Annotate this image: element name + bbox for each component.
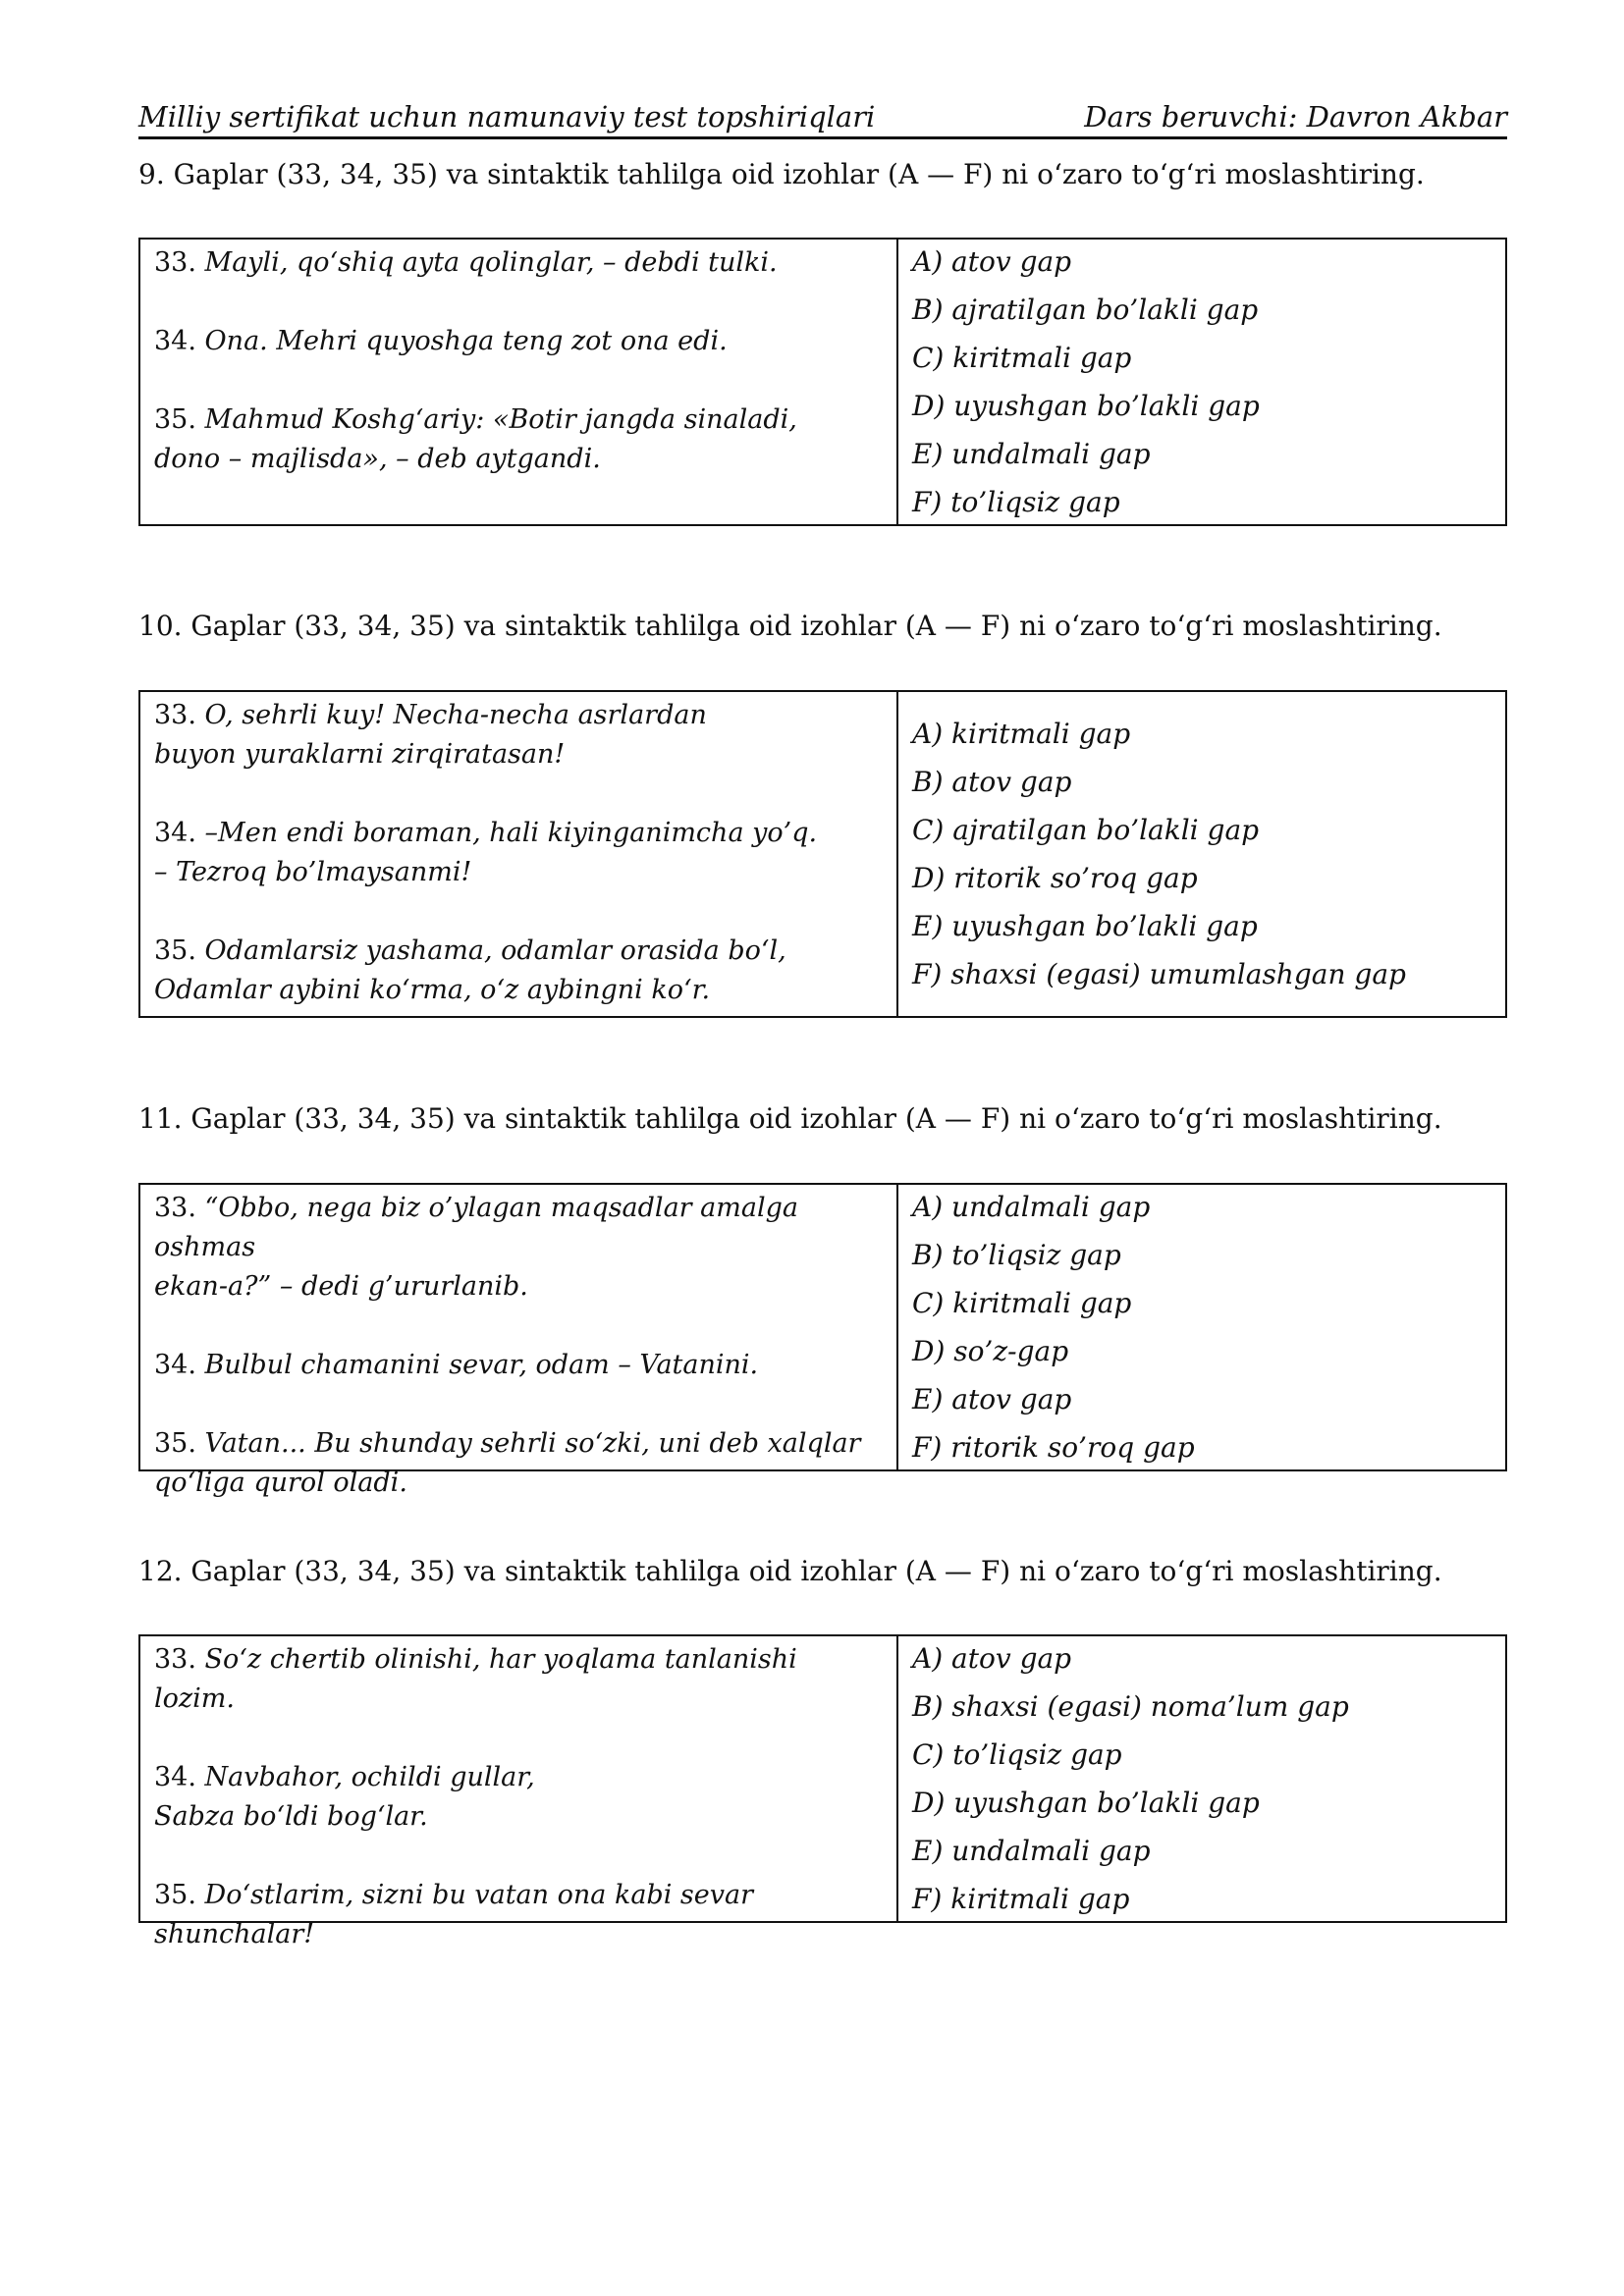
question-10 <box>138 609 1507 644</box>
option-e: E) atov gap <box>912 1383 1072 1415</box>
sentence-33-cont: ekan-a?” – dedi g’ururlanib. <box>154 1271 528 1302</box>
question-prompt: 10. Gaplar (33, 34, 35) va sintaktik tahlilga oid izohlar (A — F) ni o‘zaro to‘g‘ri moslashtiring. <box>138 610 1442 642</box>
header-author: Dars beruvchi: Davron Akbar <box>1084 100 1507 133</box>
option-f: F) ritorik so’roq gap <box>912 1431 1195 1464</box>
sentence-35-cont: Odamlar aybini ko‘rma, o‘z aybingni ko‘r. <box>154 975 711 1005</box>
sentences-column <box>140 1185 898 1498</box>
sentence-34-cont: – Tezroq bo’lmaysanmi! <box>154 857 472 887</box>
sentence-34-cont: Sabza bo‘ldi bog‘lar. <box>154 1801 428 1832</box>
question-12-table <box>138 1634 1507 1949</box>
option-b: B) shaxsi (egasi) noma’lum gap <box>912 1690 1349 1723</box>
page-header <box>138 96 1507 139</box>
sentence-35-cont: dono – majlisda», – deb aytgandi. <box>154 444 601 474</box>
options-column <box>898 1185 1505 1469</box>
option-f: F) kiritmali gap <box>912 1883 1130 1915</box>
sentence-34: 34. Bulbul chamanini sevar, odam – Vatanini. <box>154 1350 759 1380</box>
options-column <box>898 692 1505 1016</box>
sentence-33: 33. O, sehrli kuy! Necha-necha asrlardan <box>154 700 707 730</box>
option-e: E) undalmali gap <box>912 438 1151 470</box>
options-column <box>898 240 1505 524</box>
option-d: D) uyushgan bo’lakli gap <box>912 1787 1260 1819</box>
option-b: B) atov gap <box>912 766 1072 798</box>
question-12 <box>138 1554 1507 1589</box>
sentence-35: 35. Vatan... Bu shunday sehrli so‘zki, uni deb xalqlar <box>154 1428 861 1459</box>
sentences-column <box>140 1636 898 1949</box>
sentence-35-cont: qo‘liga qurol oladi. <box>154 1468 407 1498</box>
header-title: Milliy sertifikat uchun namunaviy test topshiriqlari <box>138 100 876 133</box>
question-prompt: 9. Gaplar (33, 34, 35) va sintaktik tahlilga oid izohlar (A — F) ni o‘zaro to‘g‘ri moslashtiring. <box>138 158 1425 190</box>
option-c: C) kiritmali gap <box>912 1287 1132 1319</box>
sentence-35: 35. Odamlarsiz yashama, odamlar orasida bo‘l, <box>154 935 786 966</box>
option-e: E) uyushgan bo’lakli gap <box>912 910 1258 942</box>
option-d: D) uyushgan bo’lakli gap <box>912 390 1260 422</box>
option-a: A) atov gap <box>912 1642 1072 1675</box>
option-e: E) undalmali gap <box>912 1835 1151 1867</box>
sentence-33-cont: buyon yuraklarni zirqiratasan! <box>154 739 566 770</box>
option-c: C) ajratilgan bo’lakli gap <box>912 814 1260 846</box>
option-a: A) undalmali gap <box>912 1191 1151 1223</box>
sentence-35: 35. Do‘stlarim, sizni bu vatan ona kabi sevar <box>154 1880 754 1910</box>
sentence-34: 34. Navbahor, ochildi gullar, <box>154 1762 535 1792</box>
sentences-column <box>140 240 898 524</box>
question-9 <box>138 157 1507 192</box>
sentence-34: 34. Ona. Mehri quyoshga teng zot ona edi. <box>154 326 728 356</box>
sentence-35-cont: shunchalar! <box>154 1919 315 1949</box>
option-f: F) shaxsi (egasi) umumlashgan gap <box>912 958 1406 990</box>
question-11-table <box>138 1183 1507 1498</box>
question-9-table <box>138 238 1507 526</box>
sentence-33: 33. So‘z chertib olinishi, har yoqlama tanlanishi lozim. <box>154 1644 797 1714</box>
question-prompt: 11. Gaplar (33, 34, 35) va sintaktik tahlilga oid izohlar (A — F) ni o‘zaro to‘g‘ri moslashtiring. <box>138 1102 1442 1135</box>
option-c: C) kiritmali gap <box>912 342 1132 374</box>
sentence-33: 33. “Obbo, nega biz o’ylagan maqsadlar amalga oshmas <box>154 1193 798 1262</box>
option-f: F) to’liqsiz gap <box>912 486 1120 518</box>
option-d: D) so’z-gap <box>912 1335 1069 1367</box>
sentence-33: 33. Mayli, qo‘shiq ayta qolinglar, – debdi tulki. <box>154 247 778 278</box>
option-b: B) ajratilgan bo’lakli gap <box>912 294 1259 326</box>
option-a: A) kiritmali gap <box>912 718 1131 750</box>
option-c: C) to’liqsiz gap <box>912 1738 1122 1771</box>
question-prompt: 12. Gaplar (33, 34, 35) va sintaktik tahlilga oid izohlar (A — F) ni o‘zaro to‘g‘ri moslashtiring. <box>138 1555 1442 1587</box>
question-11 <box>138 1101 1507 1137</box>
option-d: D) ritorik so’roq gap <box>912 862 1198 894</box>
sentence-34: 34. –Men endi boraman, hali kiyinganimcha yo’q. <box>154 818 818 848</box>
sentence-35: 35. Mahmud Koshg‘ariy: «Botir jangda sinaladi, <box>154 404 797 435</box>
option-a: A) atov gap <box>912 245 1072 278</box>
question-10-table <box>138 690 1507 1018</box>
options-column <box>898 1636 1505 1921</box>
sentences-column <box>140 692 898 1016</box>
option-b: B) to’liqsiz gap <box>912 1239 1121 1271</box>
